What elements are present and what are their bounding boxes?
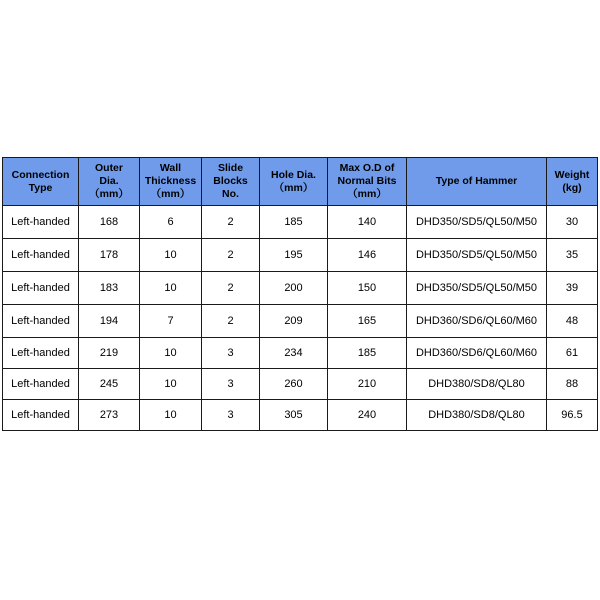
cell-max-od: 240	[328, 400, 407, 431]
cell-hammer-type: DHD350/SD5/QL50/M50	[407, 272, 547, 305]
cell-max-od: 210	[328, 369, 407, 400]
cell-connection: Left-handed	[3, 369, 79, 400]
header-slide-blocks: Slide Blocks No.	[202, 158, 260, 206]
cell-max-od: 165	[328, 305, 407, 338]
cell-wall-thickness: 10	[140, 400, 202, 431]
cell-connection: Left-handed	[3, 305, 79, 338]
cell-outer-dia: 183	[79, 272, 140, 305]
table-row	[3, 338, 598, 369]
cell-weight: 48	[547, 305, 598, 338]
cell-outer-dia: 219	[79, 338, 140, 369]
cell-outer-dia: 245	[79, 369, 140, 400]
cell-connection: Left-handed	[3, 400, 79, 431]
cell-slide-blocks: 2	[202, 305, 260, 338]
cell-hole-dia: 185	[260, 206, 328, 239]
table-row	[3, 239, 598, 272]
cell-weight: 35	[547, 239, 598, 272]
header-weight: Weight (kg)	[547, 158, 598, 206]
cell-wall-thickness: 10	[140, 272, 202, 305]
cell-wall-thickness: 6	[140, 206, 202, 239]
cell-weight: 96.5	[547, 400, 598, 431]
header-hole-dia: Hole Dia. （mm）	[260, 158, 328, 206]
table-row	[3, 305, 598, 338]
cell-connection: Left-handed	[3, 272, 79, 305]
header-wall-thickness: Wall Thickness （mm）	[140, 158, 202, 206]
cell-slide-blocks: 2	[202, 272, 260, 305]
cell-slide-blocks: 3	[202, 400, 260, 431]
cell-outer-dia: 168	[79, 206, 140, 239]
cell-weight: 88	[547, 369, 598, 400]
cell-outer-dia: 178	[79, 239, 140, 272]
cell-hole-dia: 200	[260, 272, 328, 305]
cell-max-od: 185	[328, 338, 407, 369]
cell-hole-dia: 260	[260, 369, 328, 400]
cell-outer-dia: 273	[79, 400, 140, 431]
spec-table	[2, 157, 598, 431]
cell-max-od: 140	[328, 206, 407, 239]
cell-outer-dia: 194	[79, 305, 140, 338]
header-max-od-bits: Max O.D of Normal Bits （mm）	[328, 158, 407, 206]
cell-wall-thickness: 10	[140, 239, 202, 272]
cell-slide-blocks: 2	[202, 239, 260, 272]
header-row	[3, 158, 598, 206]
table-row	[3, 272, 598, 305]
cell-hammer-type: DHD380/SD8/QL80	[407, 400, 547, 431]
cell-hammer-type: DHD350/SD5/QL50/M50	[407, 239, 547, 272]
cell-hole-dia: 195	[260, 239, 328, 272]
cell-slide-blocks: 3	[202, 338, 260, 369]
cell-hammer-type: DHD380/SD8/QL80	[407, 369, 547, 400]
cell-wall-thickness: 10	[140, 338, 202, 369]
cell-slide-blocks: 3	[202, 369, 260, 400]
cell-connection: Left-handed	[3, 206, 79, 239]
table-row	[3, 369, 598, 400]
cell-hole-dia: 209	[260, 305, 328, 338]
table-row	[3, 206, 598, 239]
cell-wall-thickness: 7	[140, 305, 202, 338]
cell-slide-blocks: 2	[202, 206, 260, 239]
cell-max-od: 150	[328, 272, 407, 305]
cell-hammer-type: DHD350/SD5/QL50/M50	[407, 206, 547, 239]
cell-hammer-type: DHD360/SD6/QL60/M60	[407, 338, 547, 369]
cell-hammer-type: DHD360/SD6/QL60/M60	[407, 305, 547, 338]
cell-weight: 39	[547, 272, 598, 305]
header-outer-dia: Outer Dia. （mm）	[79, 158, 140, 206]
cell-weight: 61	[547, 338, 598, 369]
cell-hole-dia: 234	[260, 338, 328, 369]
cell-max-od: 146	[328, 239, 407, 272]
cell-hole-dia: 305	[260, 400, 328, 431]
cell-weight: 30	[547, 206, 598, 239]
cell-connection: Left-handed	[3, 338, 79, 369]
cell-connection: Left-handed	[3, 239, 79, 272]
cell-wall-thickness: 10	[140, 369, 202, 400]
header-connection-type: Connection Type	[3, 158, 79, 206]
header-type-of-hammer: Type of Hammer	[407, 158, 547, 206]
table-row	[3, 400, 598, 431]
